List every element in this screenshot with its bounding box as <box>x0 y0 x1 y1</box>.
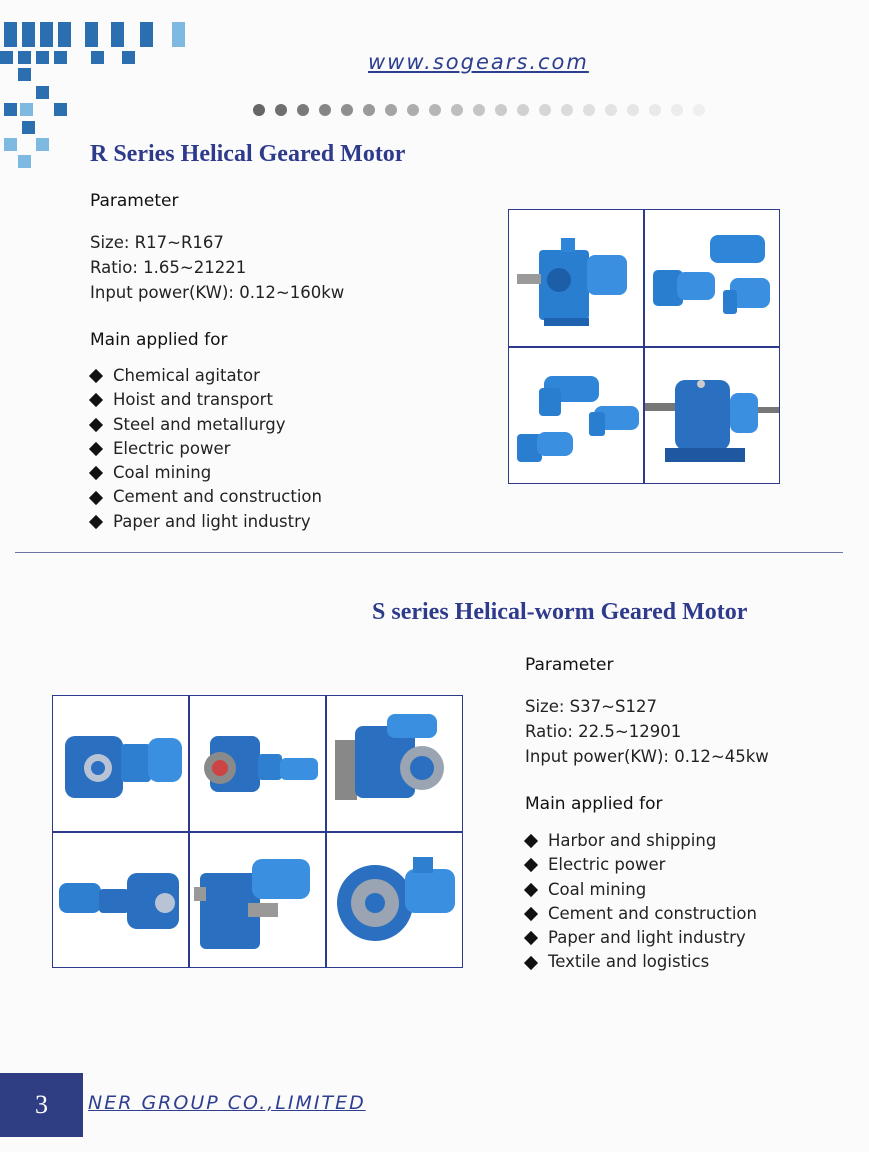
list-item-label: Hoist and transport <box>113 390 273 410</box>
deco-dot <box>583 104 595 116</box>
list-item-label: Paper and light industry <box>113 511 311 531</box>
diamond-bullet-icon <box>524 931 538 945</box>
diamond-bullet-icon <box>89 491 103 505</box>
s-applications-list <box>521 829 757 975</box>
deco-square <box>54 103 67 116</box>
r-motor-photo-2 <box>645 210 779 346</box>
deco-square <box>36 138 49 151</box>
diamond-bullet-icon <box>89 515 103 529</box>
list-item <box>521 902 757 926</box>
list-item <box>521 853 757 877</box>
s-series-photo-grid <box>52 695 463 968</box>
s-spec-block <box>525 694 769 769</box>
s-parameter-heading: Parameter <box>525 655 614 675</box>
deco-dot <box>649 104 661 116</box>
deco-square <box>18 155 31 168</box>
s-motor-photo-1 <box>53 696 188 831</box>
r-series-title: R Series Helical Geared Motor <box>90 141 406 167</box>
deco-square <box>36 86 49 99</box>
r-motor-photo-4 <box>645 348 779 484</box>
list-item-label: Textile and logistics <box>548 952 710 972</box>
list-item <box>86 364 322 388</box>
deco-square <box>4 138 17 151</box>
deco-square <box>91 51 104 64</box>
list-item <box>521 878 757 902</box>
decorative-dot-row <box>253 104 705 116</box>
deco-dot <box>319 104 331 116</box>
deco-square <box>85 22 98 47</box>
deco-dot <box>297 104 309 116</box>
deco-square <box>140 22 153 47</box>
deco-dot <box>275 104 287 116</box>
s-series-title: S series Helical-worm Geared Motor <box>372 599 748 625</box>
deco-dot <box>605 104 617 116</box>
r-motor-photo-1 <box>509 210 643 346</box>
list-item <box>86 413 322 437</box>
s-motor-photo-4 <box>53 833 188 968</box>
deco-square <box>40 22 53 47</box>
deco-square <box>122 51 135 64</box>
company-name: NER GROUP CO.,LIMITED <box>88 1092 366 1114</box>
r-parameter-heading: Parameter <box>90 191 179 211</box>
deco-dot <box>473 104 485 116</box>
list-item-label: Harbor and shipping <box>548 831 717 850</box>
deco-square <box>172 22 185 47</box>
s-motor-photo-5 <box>190 833 325 968</box>
list-item-label: Chemical agitator <box>113 366 260 385</box>
s-power-spec: Input power(KW): 0.12~45kw <box>525 747 769 766</box>
r-applications-list <box>86 364 322 534</box>
s-applied-heading: Main applied for <box>525 794 663 814</box>
diamond-bullet-icon <box>524 858 538 872</box>
deco-square <box>36 51 49 64</box>
deco-square <box>58 22 71 47</box>
deco-dot <box>671 104 683 116</box>
s-motor-photo-2 <box>190 696 325 831</box>
list-item-label: Electric power <box>113 438 231 458</box>
diamond-bullet-icon <box>524 907 538 921</box>
diamond-bullet-icon <box>524 883 538 897</box>
deco-square <box>4 22 17 47</box>
s-size-spec: Size: S37~S127 <box>525 697 657 716</box>
list-item-label: Paper and light industry <box>548 928 746 948</box>
list-item-label: Coal mining <box>548 879 647 899</box>
list-item <box>86 388 322 412</box>
deco-dot <box>627 104 639 116</box>
deco-square <box>0 51 13 64</box>
diamond-bullet-icon <box>89 466 103 480</box>
deco-dot <box>407 104 419 116</box>
list-item-label: Steel and metallurgy <box>113 414 286 434</box>
deco-square <box>18 68 31 81</box>
deco-dot <box>385 104 397 116</box>
list-item <box>86 510 322 534</box>
list-item <box>521 829 757 853</box>
section-divider <box>15 552 843 553</box>
deco-square <box>111 22 124 47</box>
deco-square <box>18 51 31 64</box>
list-item <box>86 437 322 461</box>
r-power-spec: Input power(KW): 0.12~160kw <box>90 283 345 302</box>
list-item-label: Coal mining <box>113 463 212 483</box>
list-item-label: Cement and construction <box>548 903 757 923</box>
deco-square <box>22 121 35 134</box>
r-motor-photo-3 <box>509 348 643 484</box>
s-ratio-spec: Ratio: 22.5~12901 <box>525 722 682 741</box>
deco-dot <box>693 104 705 116</box>
deco-dot <box>451 104 463 116</box>
r-series-photo-grid <box>508 209 780 484</box>
diamond-bullet-icon <box>89 369 103 383</box>
deco-dot <box>495 104 507 116</box>
s-motor-photo-3 <box>327 696 462 831</box>
deco-dot <box>561 104 573 116</box>
r-ratio-spec: Ratio: 1.65~21221 <box>90 258 247 277</box>
s-motor-photo-6 <box>327 833 462 968</box>
list-item <box>521 926 757 950</box>
diamond-bullet-icon <box>89 418 103 432</box>
website-url[interactable]: www.sogears.com <box>368 50 589 74</box>
deco-dot <box>539 104 551 116</box>
deco-square <box>20 103 33 116</box>
page-number: 3 <box>0 1073 83 1137</box>
deco-square <box>22 22 35 47</box>
r-spec-block <box>90 230 344 305</box>
list-item <box>86 461 322 485</box>
r-applied-heading: Main applied for <box>90 330 228 350</box>
deco-dot <box>341 104 353 116</box>
diamond-bullet-icon <box>524 956 538 970</box>
diamond-bullet-icon <box>89 393 103 407</box>
deco-dot <box>429 104 441 116</box>
deco-dot <box>253 104 265 116</box>
diamond-bullet-icon <box>524 834 538 848</box>
deco-square <box>54 51 67 64</box>
r-size-spec: Size: R17~R167 <box>90 233 224 252</box>
list-item-label: Cement and construction <box>113 487 322 507</box>
list-item-label: Electric power <box>548 855 666 875</box>
deco-dot <box>517 104 529 116</box>
list-item <box>521 950 757 974</box>
deco-square <box>4 103 17 116</box>
deco-dot <box>363 104 375 116</box>
diamond-bullet-icon <box>89 442 103 456</box>
list-item <box>86 485 322 509</box>
